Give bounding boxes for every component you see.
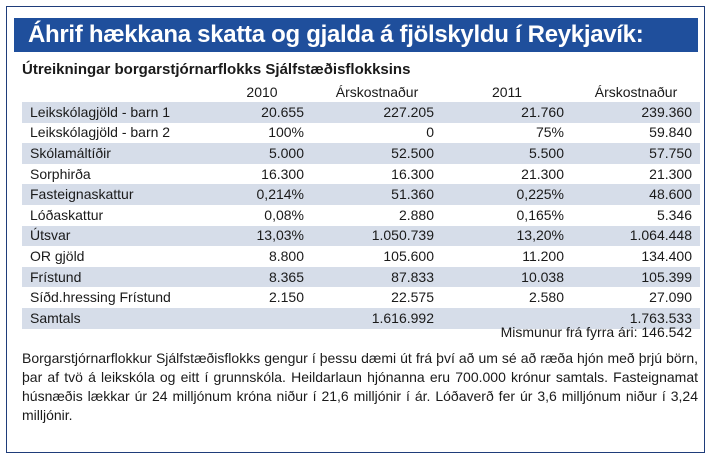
annual-cost-2010: 22.575 bbox=[312, 287, 442, 308]
row-label: Útsvar bbox=[22, 226, 212, 247]
row-label: Fasteignaskattur bbox=[22, 184, 212, 205]
value-2010: 8.365 bbox=[212, 267, 312, 288]
annual-cost-2010: 87.833 bbox=[312, 267, 442, 288]
annual-cost-2010: 1.050.739 bbox=[312, 226, 442, 247]
row-label: OR gjöld bbox=[22, 246, 212, 267]
value-2011: 0,165% bbox=[442, 205, 572, 226]
annual-cost-2011: 1.064.448 bbox=[572, 226, 700, 247]
value-2011: 21.300 bbox=[442, 164, 572, 185]
table-row bbox=[22, 226, 700, 247]
annual-cost-2011: 5.346 bbox=[572, 205, 700, 226]
value-2010: 13,03% bbox=[212, 226, 312, 247]
row-label: Skólamáltíðir bbox=[22, 143, 212, 164]
annual-cost-2011: 134.400 bbox=[572, 246, 700, 267]
value-2010: 100% bbox=[212, 123, 312, 144]
row-label: Leikskólagjöld - barn 1 bbox=[22, 102, 212, 123]
cost-table bbox=[22, 82, 700, 329]
table-row bbox=[22, 184, 700, 205]
value-2011: 13,20% bbox=[442, 226, 572, 247]
explanatory-note: Borgarstjórnarflokkur Sjálfstæðisflokks gengur í þessu dæmi út frá því að um sé að ræða hjón með þrjú börn, þar af tvö á leikskóla og eitt í grunnskóla. Heildarlaun hjónanna eru 700.000 krónur samtals. Fasteignamat húsnæðis lækkar úr 24 milljónum króna niður í 21,6 milljónir í ár. Lóðaverð fer úr 3,6 milljónum niður í 3,24 milljónir. bbox=[22, 350, 698, 423]
row-label: Sorphirða bbox=[22, 164, 212, 185]
value-2011: 0,225% bbox=[442, 184, 572, 205]
value-2011: 11.200 bbox=[442, 246, 572, 267]
annual-cost-2010: 227.205 bbox=[312, 102, 442, 123]
value-2011: 75% bbox=[442, 123, 572, 144]
header-2011: 2011 bbox=[491, 83, 523, 100]
annual-cost-2010: 2.880 bbox=[312, 205, 442, 226]
annual-cost-2011: 1.763.533 bbox=[572, 308, 700, 329]
annual-cost-2011: 48.600 bbox=[572, 184, 700, 205]
table-body bbox=[22, 102, 700, 329]
annual-cost-2010: 0 bbox=[312, 123, 442, 144]
annual-cost-2010: 16.300 bbox=[312, 164, 442, 185]
value-2010: 0,214% bbox=[212, 184, 312, 205]
row-label: Lóðaskattur bbox=[22, 205, 212, 226]
annual-cost-2010: 105.600 bbox=[312, 246, 442, 267]
annual-cost-2011: 105.399 bbox=[572, 267, 700, 288]
annual-cost-2011: 21.300 bbox=[572, 164, 700, 185]
value-2011: 10.038 bbox=[442, 267, 572, 288]
annual-cost-2010: 51.360 bbox=[312, 184, 442, 205]
table-row bbox=[22, 246, 700, 267]
value-2010: 8.800 bbox=[212, 246, 312, 267]
difference-summary: Mismunur frá fyrra ári: 146.542 bbox=[500, 324, 692, 340]
header-label bbox=[22, 82, 212, 102]
table-row bbox=[22, 287, 700, 308]
value-2010: 20.655 bbox=[212, 102, 312, 123]
table-row bbox=[22, 102, 700, 123]
value-2011: 2.580 bbox=[442, 287, 572, 308]
value-2010: 5.000 bbox=[212, 143, 312, 164]
row-label: Samtals bbox=[22, 308, 212, 329]
table-row bbox=[22, 205, 700, 226]
value-2010: 2.150 bbox=[212, 287, 312, 308]
header-annual-cost-2011: Árskostnaður bbox=[594, 83, 678, 100]
value-2011: 5.500 bbox=[442, 143, 572, 164]
header-annual-cost-2010: Árskostnaður bbox=[335, 83, 419, 100]
annual-cost-2011: 57.750 bbox=[572, 143, 700, 164]
row-label: Leikskólagjöld - barn 2 bbox=[22, 123, 212, 144]
page-title: Áhrif hækkana skatta og gjalda á fjölskyldu í Reykjavík: bbox=[14, 18, 698, 52]
annual-cost-2011: 239.360 bbox=[572, 102, 700, 123]
table-row bbox=[22, 123, 700, 144]
annual-cost-2010: 1.616.992 bbox=[312, 308, 442, 329]
annual-cost-2010: 52.500 bbox=[312, 143, 442, 164]
annual-cost-2011: 27.090 bbox=[572, 287, 700, 308]
header-2010: 2010 bbox=[246, 83, 278, 100]
table-row bbox=[22, 164, 700, 185]
value-2010: 16.300 bbox=[212, 164, 312, 185]
value-2011: 21.760 bbox=[442, 102, 572, 123]
table-row bbox=[22, 267, 700, 288]
row-label: Frístund bbox=[22, 267, 212, 288]
value-2010: 0,08% bbox=[212, 205, 312, 226]
table-row bbox=[22, 143, 700, 164]
row-label: Síðd.hressing Frístund bbox=[22, 287, 212, 308]
table-header-row bbox=[22, 82, 700, 102]
annual-cost-2011: 59.840 bbox=[572, 123, 700, 144]
table-subtitle: Útreikningar borgarstjórnarflokks Sjálfstæðisflokksins bbox=[22, 61, 411, 78]
